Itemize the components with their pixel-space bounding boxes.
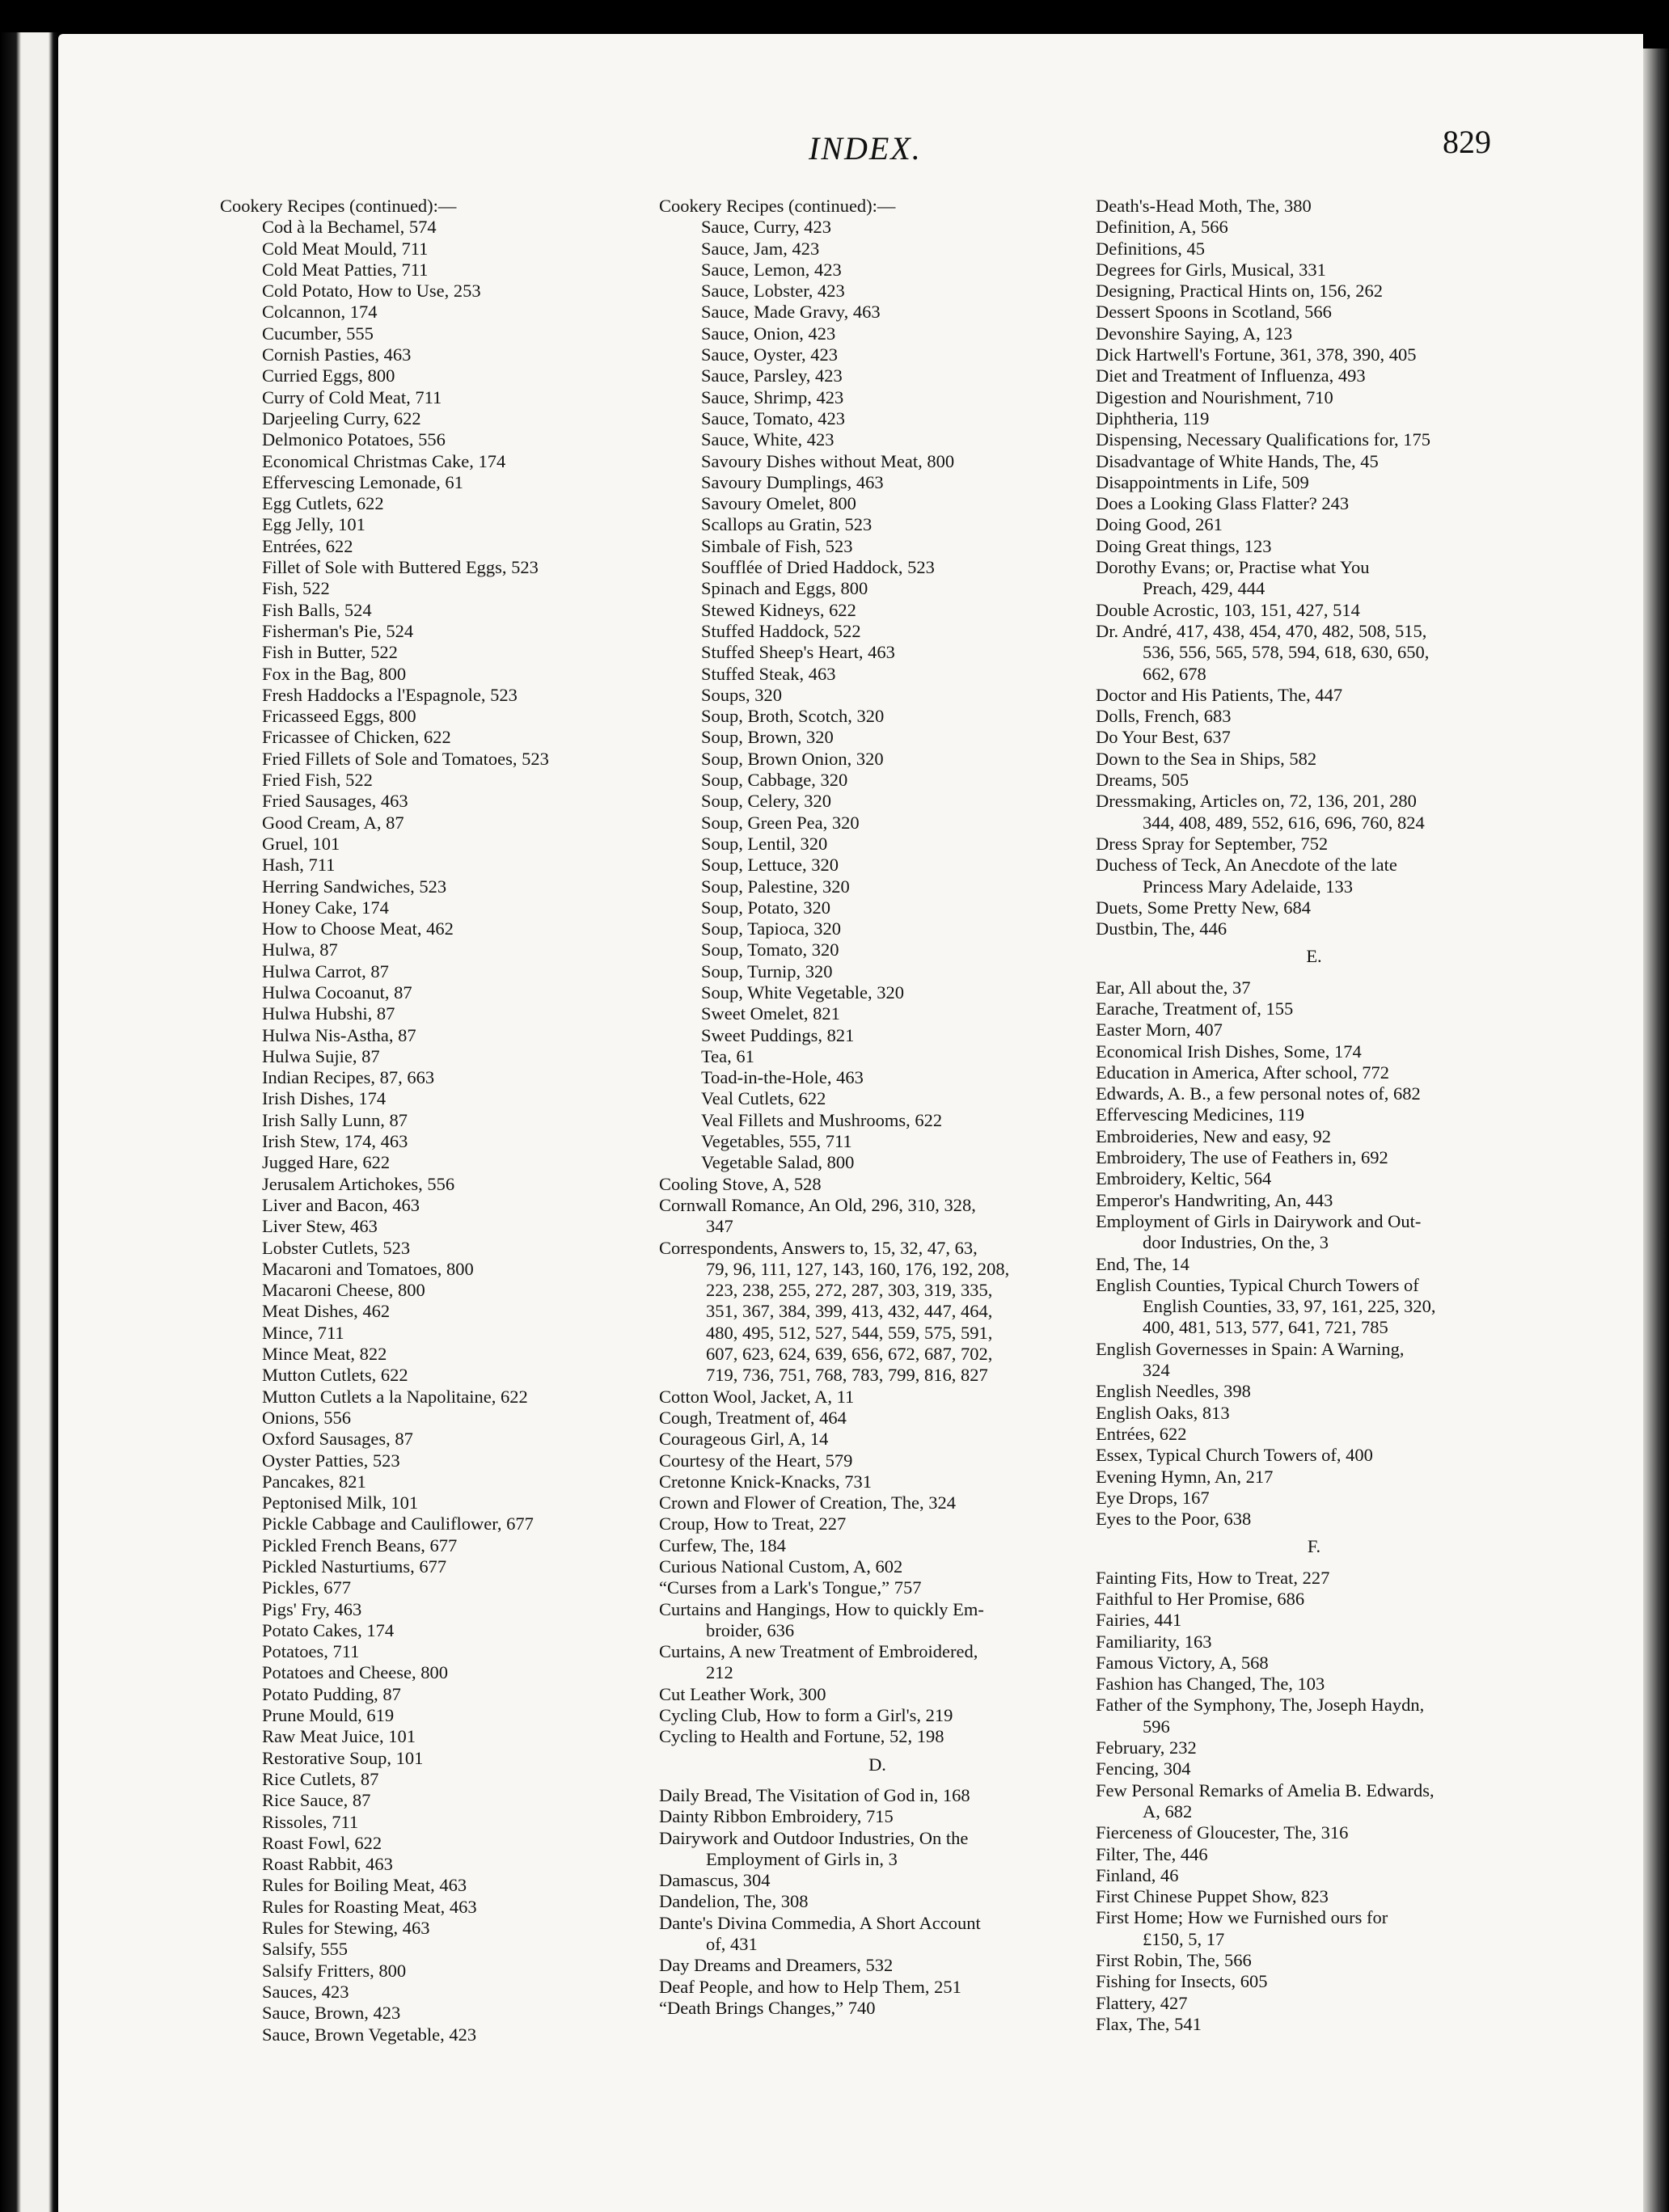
index-entry: Soup, Palestine, 320 [701,876,850,897]
index-entry: Oyster Patties, 523 [262,1450,400,1471]
index-entry: Simbale of Fish, 523 [701,535,853,556]
index-entry: First Home; How we Furnished ours for [1096,1907,1388,1928]
index-entry-continuation: 719, 736, 751, 768, 783, 799, 816, 827 [706,1365,988,1386]
index-entry: Dandelion, The, 308 [659,1891,809,1912]
index-entry: Edwards, A. B., a few personal notes of, 682 [1096,1083,1421,1104]
index-entry: Sauce, Onion, 423 [701,323,836,344]
index-entry: Sauce, Oyster, 423 [701,344,839,365]
index-entry: Courageous Girl, A, 14 [659,1429,829,1450]
index-entry: Fried Fish, 522 [262,770,373,791]
index-entry: Irish Sally Lunn, 87 [262,1109,408,1130]
index-entry: Sauce, Lobster, 423 [701,281,845,302]
index-entry: Cucumber, 555 [262,323,374,344]
index-entry: Devonshire Saying, A, 123 [1096,323,1293,344]
index-entry: Jerusalem Artichokes, 556 [262,1173,455,1194]
index-entry: Effervescing Medicines, 119 [1096,1104,1305,1125]
index-entry: Pickles, 677 [262,1577,351,1598]
index-entry: Fairies, 441 [1096,1610,1182,1631]
index-entry: English Needles, 398 [1096,1381,1251,1402]
index-entry: Sauce, Tomato, 423 [701,407,845,428]
index-entry: Egg Jelly, 101 [262,514,365,535]
index-entry: Familiarity, 163 [1096,1631,1212,1652]
index-entry: Dessert Spoons in Scotland, 566 [1096,302,1332,323]
index-entry: Liver Stew, 463 [262,1216,378,1237]
index-entry: Entrées, 622 [1096,1423,1187,1444]
index-entry: Stuffed Steak, 463 [701,663,836,684]
index-entry: Irish Stew, 174, 463 [262,1131,408,1152]
index-entry: Darjeeling Curry, 622 [262,407,421,428]
index-entry-continuation: 351, 367, 384, 399, 413, 432, 447, 464, [706,1301,993,1322]
section-letter: D. [868,1754,886,1775]
index-entry: Curfew, The, 184 [659,1534,786,1556]
index-entry: Famous Victory, A, 568 [1096,1652,1269,1673]
index-entry-continuation: £150, 5, 17 [1143,1928,1225,1949]
index-entry: English Counties, Typical Church Towers of [1096,1274,1419,1295]
index-entry: Fricasseed Eggs, 800 [262,706,416,727]
index-entry: Mutton Cutlets, 622 [262,1365,408,1386]
index-entry: End, The, 14 [1096,1253,1189,1274]
index-entry: Colcannon, 174 [262,302,378,323]
index-entry: Fillet of Sole with Buttered Eggs, 523 [262,557,539,578]
index-entry: Evening Hymn, An, 217 [1096,1466,1274,1487]
index-entry: Deaf People, and how to Help Them, 251 [659,1976,961,1997]
index-entry: Stuffed Sheep's Heart, 463 [701,642,895,663]
index-entry: Sauce, Brown Vegetable, 423 [262,2024,477,2045]
index-entry: Raw Meat Juice, 101 [262,1726,416,1747]
index-entry: Soup, Brown Onion, 320 [701,748,884,769]
index-entry: Egg Cutlets, 622 [262,493,384,514]
index-entry: Duchess of Teck, An Anecdote of the late [1096,855,1397,876]
index-entry: Rice Cutlets, 87 [262,1768,379,1789]
index-entry: Economical Irish Dishes, Some, 174 [1096,1041,1362,1062]
index-entry: Curried Eggs, 800 [262,365,395,386]
index-entry: Curtains and Hangings, How to quickly Em- [659,1598,984,1619]
index-entry: Flattery, 427 [1096,1992,1188,2013]
index-entry: Pancakes, 821 [262,1471,366,1492]
index-entry: Rissoles, 711 [262,1811,359,1832]
index-entry: Damascus, 304 [659,1870,771,1891]
index-entry: Vegetables, 555, 711 [701,1131,852,1152]
index-entry: Soup, Tapioca, 320 [701,918,841,939]
index-entry: Eye Drops, 167 [1096,1487,1210,1508]
index-entry: Dainty Ribbon Embroidery, 715 [659,1806,894,1827]
index-entry: Pickled Nasturtiums, 677 [262,1556,447,1577]
index-entry: Restorative Soup, 101 [262,1747,424,1768]
index-entry: First Robin, The, 566 [1096,1950,1252,1971]
index-entry: Gruel, 101 [262,833,340,854]
index-entry: Oxford Sausages, 87 [262,1429,413,1450]
index-entry: Diet and Treatment of Influenza, 493 [1096,365,1366,386]
index-entry: Fishing for Insects, 605 [1096,1971,1268,1992]
index-entry: Soups, 320 [701,684,783,705]
index-entry: Dorothy Evans; or, Practise what You [1096,557,1370,578]
index-entry-continuation: English Counties, 33, 97, 161, 225, 320, [1143,1296,1436,1317]
index-entry: Soup, Turnip, 320 [701,960,833,981]
index-entry: Soup, Brown, 320 [701,727,834,748]
index-entry: Pigs' Fry, 463 [262,1598,362,1619]
index-entry: Hulwa Nis-Astha, 87 [262,1024,416,1045]
index-entry: Fencing, 304 [1096,1758,1191,1779]
index-entry: Macaroni Cheese, 800 [262,1280,425,1301]
index-entry: Cold Meat Patties, 711 [262,259,429,280]
index-entry: Toad-in-the-Hole, 463 [701,1067,864,1088]
index-entry: Salsify Fritters, 800 [262,1960,407,1981]
index-entry: Soup, Cabbage, 320 [701,770,848,791]
index-entry: Hulwa Carrot, 87 [262,960,389,981]
index-entry: Flax, The, 541 [1096,2013,1202,2034]
index-entry: Mince, 711 [262,1322,344,1343]
index-entry: Designing, Practical Hints on, 156, 262 [1096,281,1383,302]
index-entry-continuation: 662, 678 [1143,663,1206,684]
index-entry-continuation: 344, 408, 489, 552, 616, 696, 760, 824 [1143,812,1425,833]
section-letter: F. [1307,1536,1321,1557]
index-entry-continuation: of, 431 [706,1934,758,1955]
index-entry: Education in America, After school, 772 [1096,1062,1390,1083]
index-entry: Do Your Best, 637 [1096,727,1231,748]
book-gutter [0,32,58,2212]
index-entry: Peptonised Milk, 101 [262,1492,419,1513]
index-entry: Fish in Butter, 522 [262,642,398,663]
index-entry: Soup, Green Pea, 320 [701,812,860,833]
index-entry: Soup, Broth, Scotch, 320 [701,706,885,727]
index-entry-continuation: 223, 238, 255, 272, 287, 303, 319, 335, [706,1280,993,1301]
index-section-header: Cookery Recipes (continued):— [659,196,896,216]
index-entry-continuation: 480, 495, 512, 527, 544, 559, 575, 591, [706,1322,993,1343]
index-entry: Liver and Bacon, 463 [262,1194,420,1215]
index-entry: Veal Fillets and Mushrooms, 622 [701,1109,943,1130]
index-entry: Curtains, A new Treatment of Embroidered, [659,1641,978,1662]
index-entry: Doing Good, 261 [1096,514,1223,535]
index-entry: Dress Spray for September, 752 [1096,833,1329,854]
index-entry: Dairywork and Outdoor Industries, On the [659,1827,969,1848]
index-entry-continuation: broider, 636 [706,1619,795,1640]
index-entry: Honey Cake, 174 [262,897,389,918]
index-entry: Day Dreams and Dreamers, 532 [659,1955,894,1976]
index-entry: How to Choose Meat, 462 [262,918,454,939]
index-entry: Hash, 711 [262,855,336,876]
index-entry: Herring Sandwiches, 523 [262,876,447,897]
index-entry: Hulwa Hubshi, 87 [262,1003,395,1024]
index-entry: Soup, Lentil, 320 [701,833,828,854]
index-entry: Cornwall Romance, An Old, 296, 310, 328, [659,1194,976,1215]
index-entry: Sauce, Jam, 423 [701,238,820,259]
index-entry: Filter, The, 446 [1096,1843,1208,1864]
index-entry: Disadvantage of White Hands, The, 45 [1096,450,1379,471]
index-entry: Irish Dishes, 174 [262,1088,387,1109]
index-entry: Definition, A, 566 [1096,217,1228,238]
index-entry: Fierceness of Gloucester, The, 316 [1096,1822,1349,1843]
index-entry: Spinach and Eggs, 800 [701,578,868,599]
index-entry: Soup, White Vegetable, 320 [701,981,905,1003]
index-entry-continuation: A, 682 [1143,1800,1193,1822]
index-entry: Effervescing Lemonade, 61 [262,471,463,492]
index-entry: Tea, 61 [701,1045,754,1066]
index-entry: Vegetable Salad, 800 [701,1152,855,1173]
index-entry-continuation: Employment of Girls in, 3 [706,1848,898,1869]
index-entry: Economical Christmas Cake, 174 [262,450,506,471]
index-entry: Embroidery, Keltic, 564 [1096,1168,1272,1189]
index-entry: Earache, Treatment of, 155 [1096,998,1294,1019]
index-entry: Dustbin, The, 446 [1096,918,1227,939]
index-entry: Sauce, Lemon, 423 [701,259,842,280]
index-entry: Stewed Kidneys, 622 [701,599,856,620]
index-entry: Salsify, 555 [262,1939,349,1960]
index-entry: Rice Sauce, 87 [262,1790,371,1811]
index-entry: Crown and Flower of Creation, The, 324 [659,1492,957,1513]
index-entry-continuation: 212 [706,1662,733,1683]
index-entry: Cod à la Bechamel, 574 [262,217,437,238]
page-number: 829 [1443,124,1491,160]
index-entry: Doing Great things, 123 [1096,535,1272,556]
index-entry: Doctor and His Patients, The, 447 [1096,684,1343,705]
index-entry: Fricassee of Chicken, 622 [262,727,451,748]
index-entry: Sauce, Shrimp, 423 [701,386,844,407]
index-entry: Fashion has Changed, The, 103 [1096,1674,1325,1695]
index-entry: Correspondents, Answers to, 15, 32, 47, 63, [659,1237,978,1258]
index-entry: Fried Fillets of Sole and Tomatoes, 523 [262,748,549,769]
index-entry: Jugged Hare, 622 [262,1152,391,1173]
index-entry: Curry of Cold Meat, 711 [262,386,442,407]
index-entry: Potatoes and Cheese, 800 [262,1662,448,1683]
index-entry: Sauce, Parsley, 423 [701,365,843,386]
index-entry: Hulwa Sujie, 87 [262,1045,380,1066]
index-entry: Soup, Potato, 320 [701,897,831,918]
index-entry: Onions, 556 [262,1407,352,1428]
index-entry: Veal Cutlets, 622 [701,1088,826,1109]
index-entry: Cooling Stove, A, 528 [659,1173,822,1194]
index-entry-continuation: 400, 481, 513, 577, 641, 721, 785 [1143,1317,1388,1338]
index-entry: Rules for Stewing, 463 [262,1918,430,1939]
index-entry: English Governesses in Spain: A Warning, [1096,1338,1405,1359]
index-entry: Sauce, Curry, 423 [701,217,832,238]
index-entry: Death's-Head Moth, The, 380 [1096,196,1312,216]
index-entry: Soup, Lettuce, 320 [701,855,839,876]
index-entry-continuation: 536, 556, 565, 578, 594, 618, 630, 650, [1143,642,1430,663]
index-entry: Scallops au Gratin, 523 [701,514,873,535]
index-entry: Employment of Girls in Dairywork and Out- [1096,1210,1422,1231]
index-entry: Meat Dishes, 462 [262,1301,391,1322]
index-entry-continuation: Preach, 429, 444 [1143,578,1265,599]
index-entry: Good Cream, A, 87 [262,812,404,833]
index-entry: Fisherman's Pie, 524 [262,620,414,641]
index-entry: Sweet Puddings, 821 [701,1024,855,1045]
index-entry: Embroideries, New and easy, 92 [1096,1125,1331,1146]
index-entry: Curious National Custom, A, 602 [659,1556,903,1577]
index-entry: Macaroni and Tomatoes, 800 [262,1258,474,1279]
index-entry: Eyes to the Poor, 638 [1096,1509,1252,1530]
index-entry: Cut Leather Work, 300 [659,1683,826,1704]
index-entry: Potatoes, 711 [262,1641,360,1662]
index-entry: Essex, Typical Church Towers of, 400 [1096,1445,1373,1466]
index-entry: Prune Mould, 619 [262,1705,395,1726]
index-entry: Sweet Omelet, 821 [701,1003,840,1024]
index-entry: “Death Brings Changes,” 740 [659,1997,876,2018]
section-letter: E. [1306,946,1322,967]
index-entry: First Chinese Puppet Show, 823 [1096,1886,1329,1907]
index-entry: Cotton Wool, Jacket, A, 11 [659,1386,855,1407]
index-entry: Fainting Fits, How to Treat, 227 [1096,1567,1330,1588]
index-entry: Fish Balls, 524 [262,599,372,620]
page-right-edge [1643,49,1669,2212]
index-entry: Savoury Dumplings, 463 [701,471,884,492]
index-entry: Croup, How to Treat, 227 [659,1513,847,1534]
index-entry: Rules for Roasting Meat, 463 [262,1896,477,1917]
index-entry: Faithful to Her Promise, 686 [1096,1589,1305,1609]
index-entry-continuation: 347 [706,1216,733,1237]
index-entry: Mutton Cutlets a la Napolitaine, 622 [262,1386,528,1407]
index-entry: Fish, 522 [262,578,330,599]
index-entry: Potato Cakes, 174 [262,1619,395,1640]
index-entry-continuation: Princess Mary Adelaide, 133 [1143,876,1353,897]
index-entry: Rules for Boiling Meat, 463 [262,1875,467,1896]
index-entry: Roast Rabbit, 463 [262,1854,393,1875]
index-entry: Fox in the Bag, 800 [262,663,407,684]
index-entry: Fresh Haddocks a l'Espagnole, 523 [262,684,518,705]
index-entry: Degrees for Girls, Musical, 331 [1096,259,1326,280]
index-entry: Finland, 46 [1096,1864,1179,1885]
index-column-2 [659,196,1096,2019]
index-entry: Hulwa, 87 [262,939,338,960]
index-entry: Roast Fowl, 622 [262,1832,382,1853]
index-entry: Savoury Omelet, 800 [701,493,856,514]
index-entry: Entrées, 622 [262,535,353,556]
index-entry: Disappointments in Life, 509 [1096,471,1309,492]
index-column-3 [1096,196,1532,2035]
index-column-1 [220,196,657,2045]
index-entry: Dispensing, Necessary Qualifications for, 175 [1096,429,1430,450]
index-entry: Soup, Tomato, 320 [701,939,839,960]
index-entry: Dick Hartwell's Fortune, 361, 378, 390, 405 [1096,344,1417,365]
index-entry: Dreams, 505 [1096,770,1189,791]
index-entry: Embroidery, The use of Feathers in, 692 [1096,1147,1388,1168]
index-entry: February, 232 [1096,1737,1197,1758]
index-entry: Cornish Pasties, 463 [262,344,412,365]
index-entry: Definitions, 45 [1096,238,1205,259]
index-entry: Soufflée of Dried Haddock, 523 [701,557,935,578]
index-entry: Down to the Sea in Ships, 582 [1096,748,1317,769]
index-entry-continuation: door Industries, On the, 3 [1143,1232,1329,1253]
index-entry-continuation: 596 [1143,1716,1170,1737]
index-entry: Pickle Cabbage and Cauliflower, 677 [262,1513,534,1534]
index-entry: Cycling Club, How to form a Girl's, 219 [659,1705,953,1726]
index-entry: Cold Meat Mould, 711 [262,238,429,259]
index-entry: Diphtheria, 119 [1096,407,1210,428]
index-entry-continuation: 79, 96, 111, 127, 143, 160, 176, 192, 208, [706,1258,1010,1279]
index-entry: Father of the Symphony, The, Joseph Haydn, [1096,1695,1425,1716]
index-entry: Savoury Dishes without Meat, 800 [701,450,955,471]
index-section-header: Cookery Recipes (continued):— [220,196,457,216]
index-entry: Cretonne Knick-Knacks, 731 [659,1471,873,1492]
index-entry: “Curses from a Lark's Tongue,” 757 [659,1577,922,1598]
index-entry: Dr. André, 417, 438, 454, 470, 482, 508, 515, [1096,620,1427,641]
index-entry: Sauce, White, 423 [701,429,834,450]
index-entry: Pickled French Beans, 677 [262,1534,458,1556]
index-entry: Emperor's Handwriting, An, 443 [1096,1189,1333,1210]
index-entry: Courtesy of the Heart, 579 [659,1450,853,1471]
index-entry: Fried Sausages, 463 [262,791,408,812]
index-entry: Lobster Cutlets, 523 [262,1237,411,1258]
page-title: INDEX. [809,130,922,167]
index-entry: Sauce, Made Gravy, 463 [701,302,881,323]
index-entry: Potato Pudding, 87 [262,1683,401,1704]
index-entry-continuation: 324 [1143,1360,1170,1381]
index-entry: Ear, All about the, 37 [1096,977,1251,998]
index-entry: English Oaks, 813 [1096,1402,1230,1423]
index-entry: Dante's Divina Commedia, A Short Account [659,1912,981,1933]
index-entry: Cough, Treatment of, 464 [659,1407,847,1428]
index-entry: Daily Bread, The Visitation of God in, 168 [659,1784,970,1805]
index-entry: Mince Meat, 822 [262,1344,387,1365]
index-entry: Duets, Some Pretty New, 684 [1096,897,1312,918]
index-entry: Dolls, French, 683 [1096,706,1232,727]
index-entry: Double Acrostic, 103, 151, 427, 514 [1096,599,1360,620]
index-entry: Sauces, 423 [262,1981,349,2002]
index-entry: Cold Potato, How to Use, 253 [262,281,481,302]
index-entry: Stuffed Haddock, 522 [701,620,861,641]
index-entry: Soup, Celery, 320 [701,791,832,812]
index-entry: Cycling to Health and Fortune, 52, 198 [659,1726,944,1747]
index-entry: Dressmaking, Articles on, 72, 136, 201, 280 [1096,791,1417,812]
index-entry: Indian Recipes, 87, 663 [262,1067,435,1088]
index-entry: Few Personal Remarks of Amelia B. Edwards, [1096,1779,1434,1800]
index-entry: Delmonico Potatoes, 556 [262,429,446,450]
index-entry: Easter Morn, 407 [1096,1019,1223,1041]
index-entry: Does a Looking Glass Flatter? 243 [1096,493,1350,514]
index-entry-continuation: 607, 623, 624, 639, 656, 672, 687, 702, [706,1344,993,1365]
index-entry: Sauce, Brown, 423 [262,2003,401,2024]
index-entry: Digestion and Nourishment, 710 [1096,386,1333,407]
index-entry: Hulwa Cocoanut, 87 [262,981,412,1003]
